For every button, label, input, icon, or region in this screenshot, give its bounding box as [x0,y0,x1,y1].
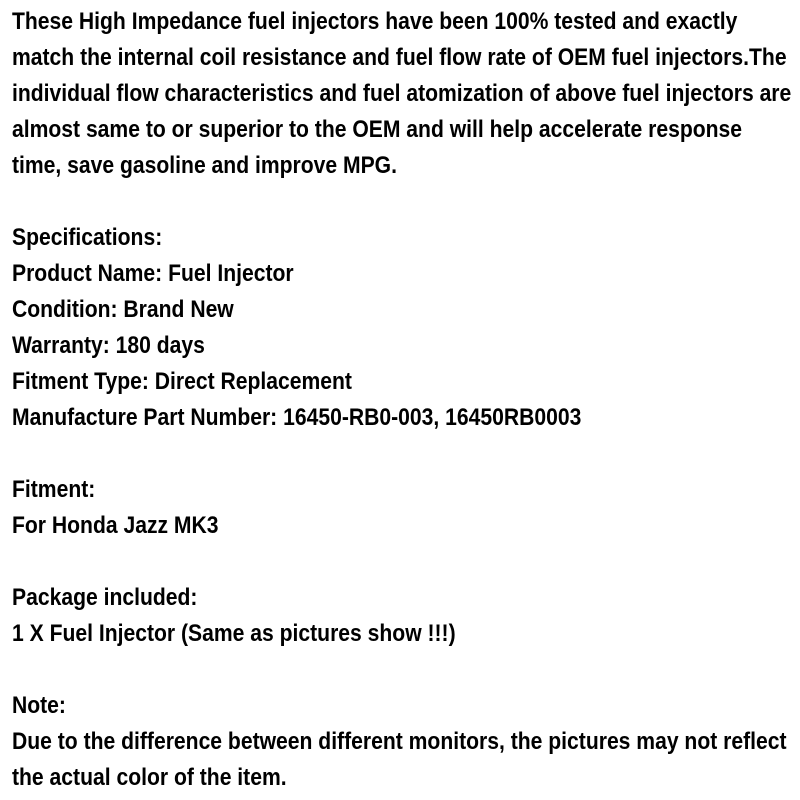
text-line: the actual color of the item. [12,764,287,791]
text-line: Due to the difference between different monitors, the pictures may not reflect [12,728,787,755]
section-fitment [12,472,800,544]
section-note [12,688,800,796]
text-line: almost same to or superior to the OEM and will help accelerate response [12,116,743,143]
text-line: Package included: [12,584,198,611]
text-line: For Honda Jazz MK3 [12,512,219,539]
text-line: individual flow characteristics and fuel atomization of above fuel injectors are [12,80,792,107]
text-line: Specifications: [12,224,163,251]
text-line: Warranty: 180 days [12,332,205,359]
section-package-included [12,580,800,652]
text-line: Fitment: [12,476,96,503]
text-line: Product Name: Fuel Injector [12,260,294,287]
text-line: These High Impedance fuel injectors have been 100% tested and exactly [12,8,738,35]
text-line: Note: [12,692,66,719]
text-line: match the internal coil resistance and fuel flow rate of OEM fuel injectors.The [12,44,787,71]
text-line: 1 X Fuel Injector (Same as pictures show !!!) [12,620,456,647]
section-specifications [12,220,800,436]
text-line: Fitment Type: Direct Replacement [12,368,352,395]
section-description [12,4,800,184]
text-line: Manufacture Part Number: 16450-RB0-003, 16450RB0003 [12,404,582,431]
text-line: Condition: Brand New [12,296,234,323]
text-line: time, save gasoline and improve MPG. [12,152,397,179]
